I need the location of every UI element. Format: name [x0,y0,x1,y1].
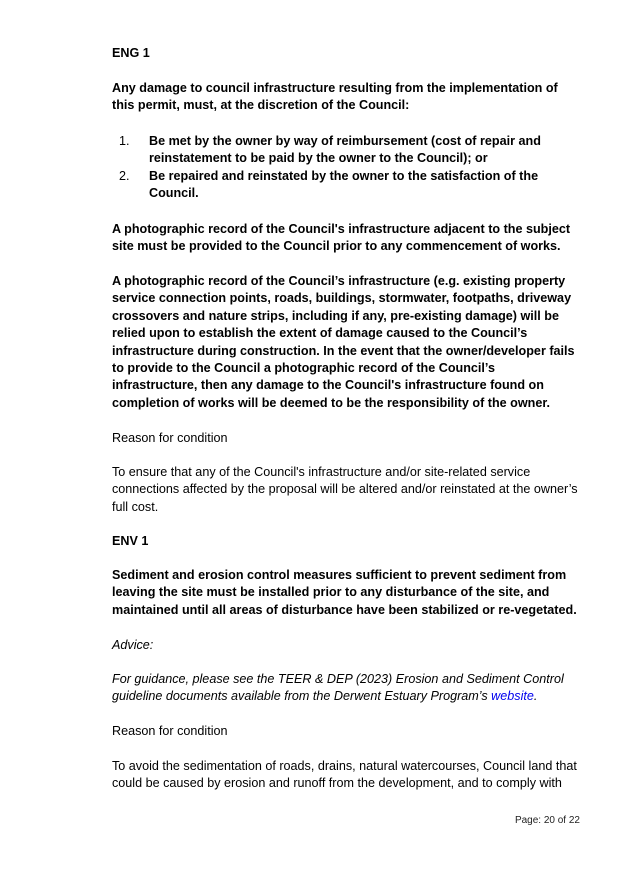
list-item-text: Be met by the owner by way of reimbursement (cost of repair and reinstatement to be paid by the owner to the Council); or [149,134,541,166]
advice-text: For guidance, please see the TEER & DEP (2023) Erosion and Sediment Control guideline documents available from the Derwent Estuary Program’s [112,672,564,704]
eng1-reason-text: To ensure that any of the Council's infrastructure and/or site-related service connections affected by the proposal will be altered and/or reinstated at the owner’s full cost. [112,465,578,514]
env1-advice-label: Advice: [112,638,154,652]
env1-condition: Sediment and erosion control measures sufficient to prevent sediment from leaving the site must be installed prior to any disturbance of the site, and maintained until all areas of disturbance have been stabilized or re-vegetated. [112,568,577,617]
eng1-list [112,133,582,203]
eng1-intro: Any damage to council infrastructure resulting from the implementation of this permit, must, at the discretion of the Council: [112,81,558,113]
list-item-text: Be repaired and reinstated by the owner to the satisfaction of the Council. [149,168,539,201]
eng1-paragraph-1: A photographic record of the Council's infrastructure adjacent to the subject site must be provided to the Council prior to any commencement of works. [112,222,571,254]
advice-end: . [533,689,538,704]
list-item [112,168,582,203]
website-link[interactable]: website [491,689,534,704]
list-item [112,133,582,168]
eng1-paragraph-2: A photographic record of the Council’s infrastructure (e.g. existing property service connection points, roads, buildings, stormwater, footpaths, driveway crossovers and nature strips, including if any, pre-existing damage) will be relied upon to establish the extent of damage caused to the Council’s infrastructure during construction. In the event that the owner/developer fails to provide to the Council a photographic record of the Council’s infrastructure, then any damage to the Council's infrastructure found on completion of works will be deemed to be the responsibility of the owner. [112,274,575,410]
env1-heading: ENV 1 [112,534,149,548]
eng1-heading: ENG 1 [112,46,150,60]
env1-reason-label: Reason for condition [112,724,228,738]
list-item-number: 1. [119,134,130,148]
env1-reason-text: To avoid the sedimentation of roads, drains, natural watercourses, Council land that could be caused by erosion and runoff from the development, and to comply with [112,759,577,791]
eng1-reason-label: Reason for condition [112,431,228,445]
list-item-number: 2. [119,168,130,183]
env1-advice-text [112,671,582,706]
page-number: Page: 20 of 22 [514,815,580,826]
